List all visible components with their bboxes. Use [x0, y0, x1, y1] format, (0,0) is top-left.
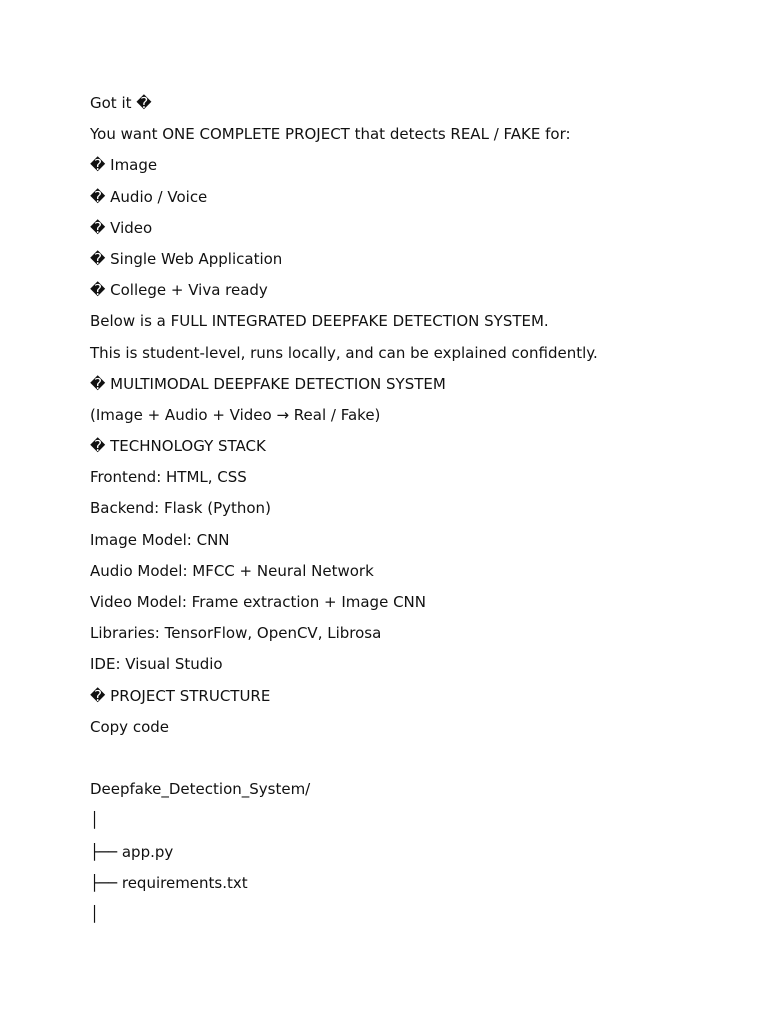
stack-libraries: Libraries: TensorFlow, OpenCV, Librosa	[90, 624, 382, 643]
feature-item-viva: � College + Viva ready	[90, 281, 268, 300]
system-note: This is student-level, runs locally, and can be explained confidently.	[90, 343, 598, 362]
tree-branch: │	[90, 811, 100, 830]
stack-backend: Backend: Flask (Python)	[90, 499, 271, 518]
section-heading-system: � MULTIMODAL DEEPFAKE DETECTION SYSTEM	[90, 374, 446, 393]
section-heading-structure: � PROJECT STRUCTURE	[90, 686, 271, 705]
tree-branch: │	[90, 904, 100, 923]
feature-item-webapp: � Single Web Application	[90, 249, 283, 268]
stack-image-model: Image Model: CNN	[90, 530, 230, 549]
stack-audio-model: Audio Model: MFCC + Neural Network	[90, 561, 374, 580]
request-summary: You want ONE COMPLETE PROJECT that detects REAL / FAKE for:	[90, 125, 571, 144]
tree-file-app: ├── app.py	[90, 842, 174, 861]
feature-item-image: � Image	[90, 156, 158, 175]
feature-item-video: � Video	[90, 218, 153, 237]
stack-frontend: Frontend: HTML, CSS	[90, 468, 247, 487]
feature-item-audio: � Audio / Voice	[90, 187, 208, 206]
copy-code-label: Copy code	[90, 717, 169, 736]
system-subtitle: (Image + Audio + Video → Real / Fake)	[90, 405, 381, 424]
tree-file-requirements: ├── requirements.txt	[90, 873, 248, 892]
stack-video-model: Video Model: Frame extraction + Image CNN	[90, 593, 426, 611]
section-heading-stack: � TECHNOLOGY STACK	[90, 437, 266, 456]
intro-line: Got it �	[90, 94, 152, 112]
document-body	[90, 88, 730, 930]
stack-ide: IDE: Visual Studio	[90, 655, 223, 674]
tree-root: Deepfake_Detection_System/	[90, 780, 311, 799]
system-intro: Below is a FULL INTEGRATED DEEPFAKE DETECTION SYSTEM.	[90, 312, 549, 331]
blank-line	[90, 743, 730, 774]
